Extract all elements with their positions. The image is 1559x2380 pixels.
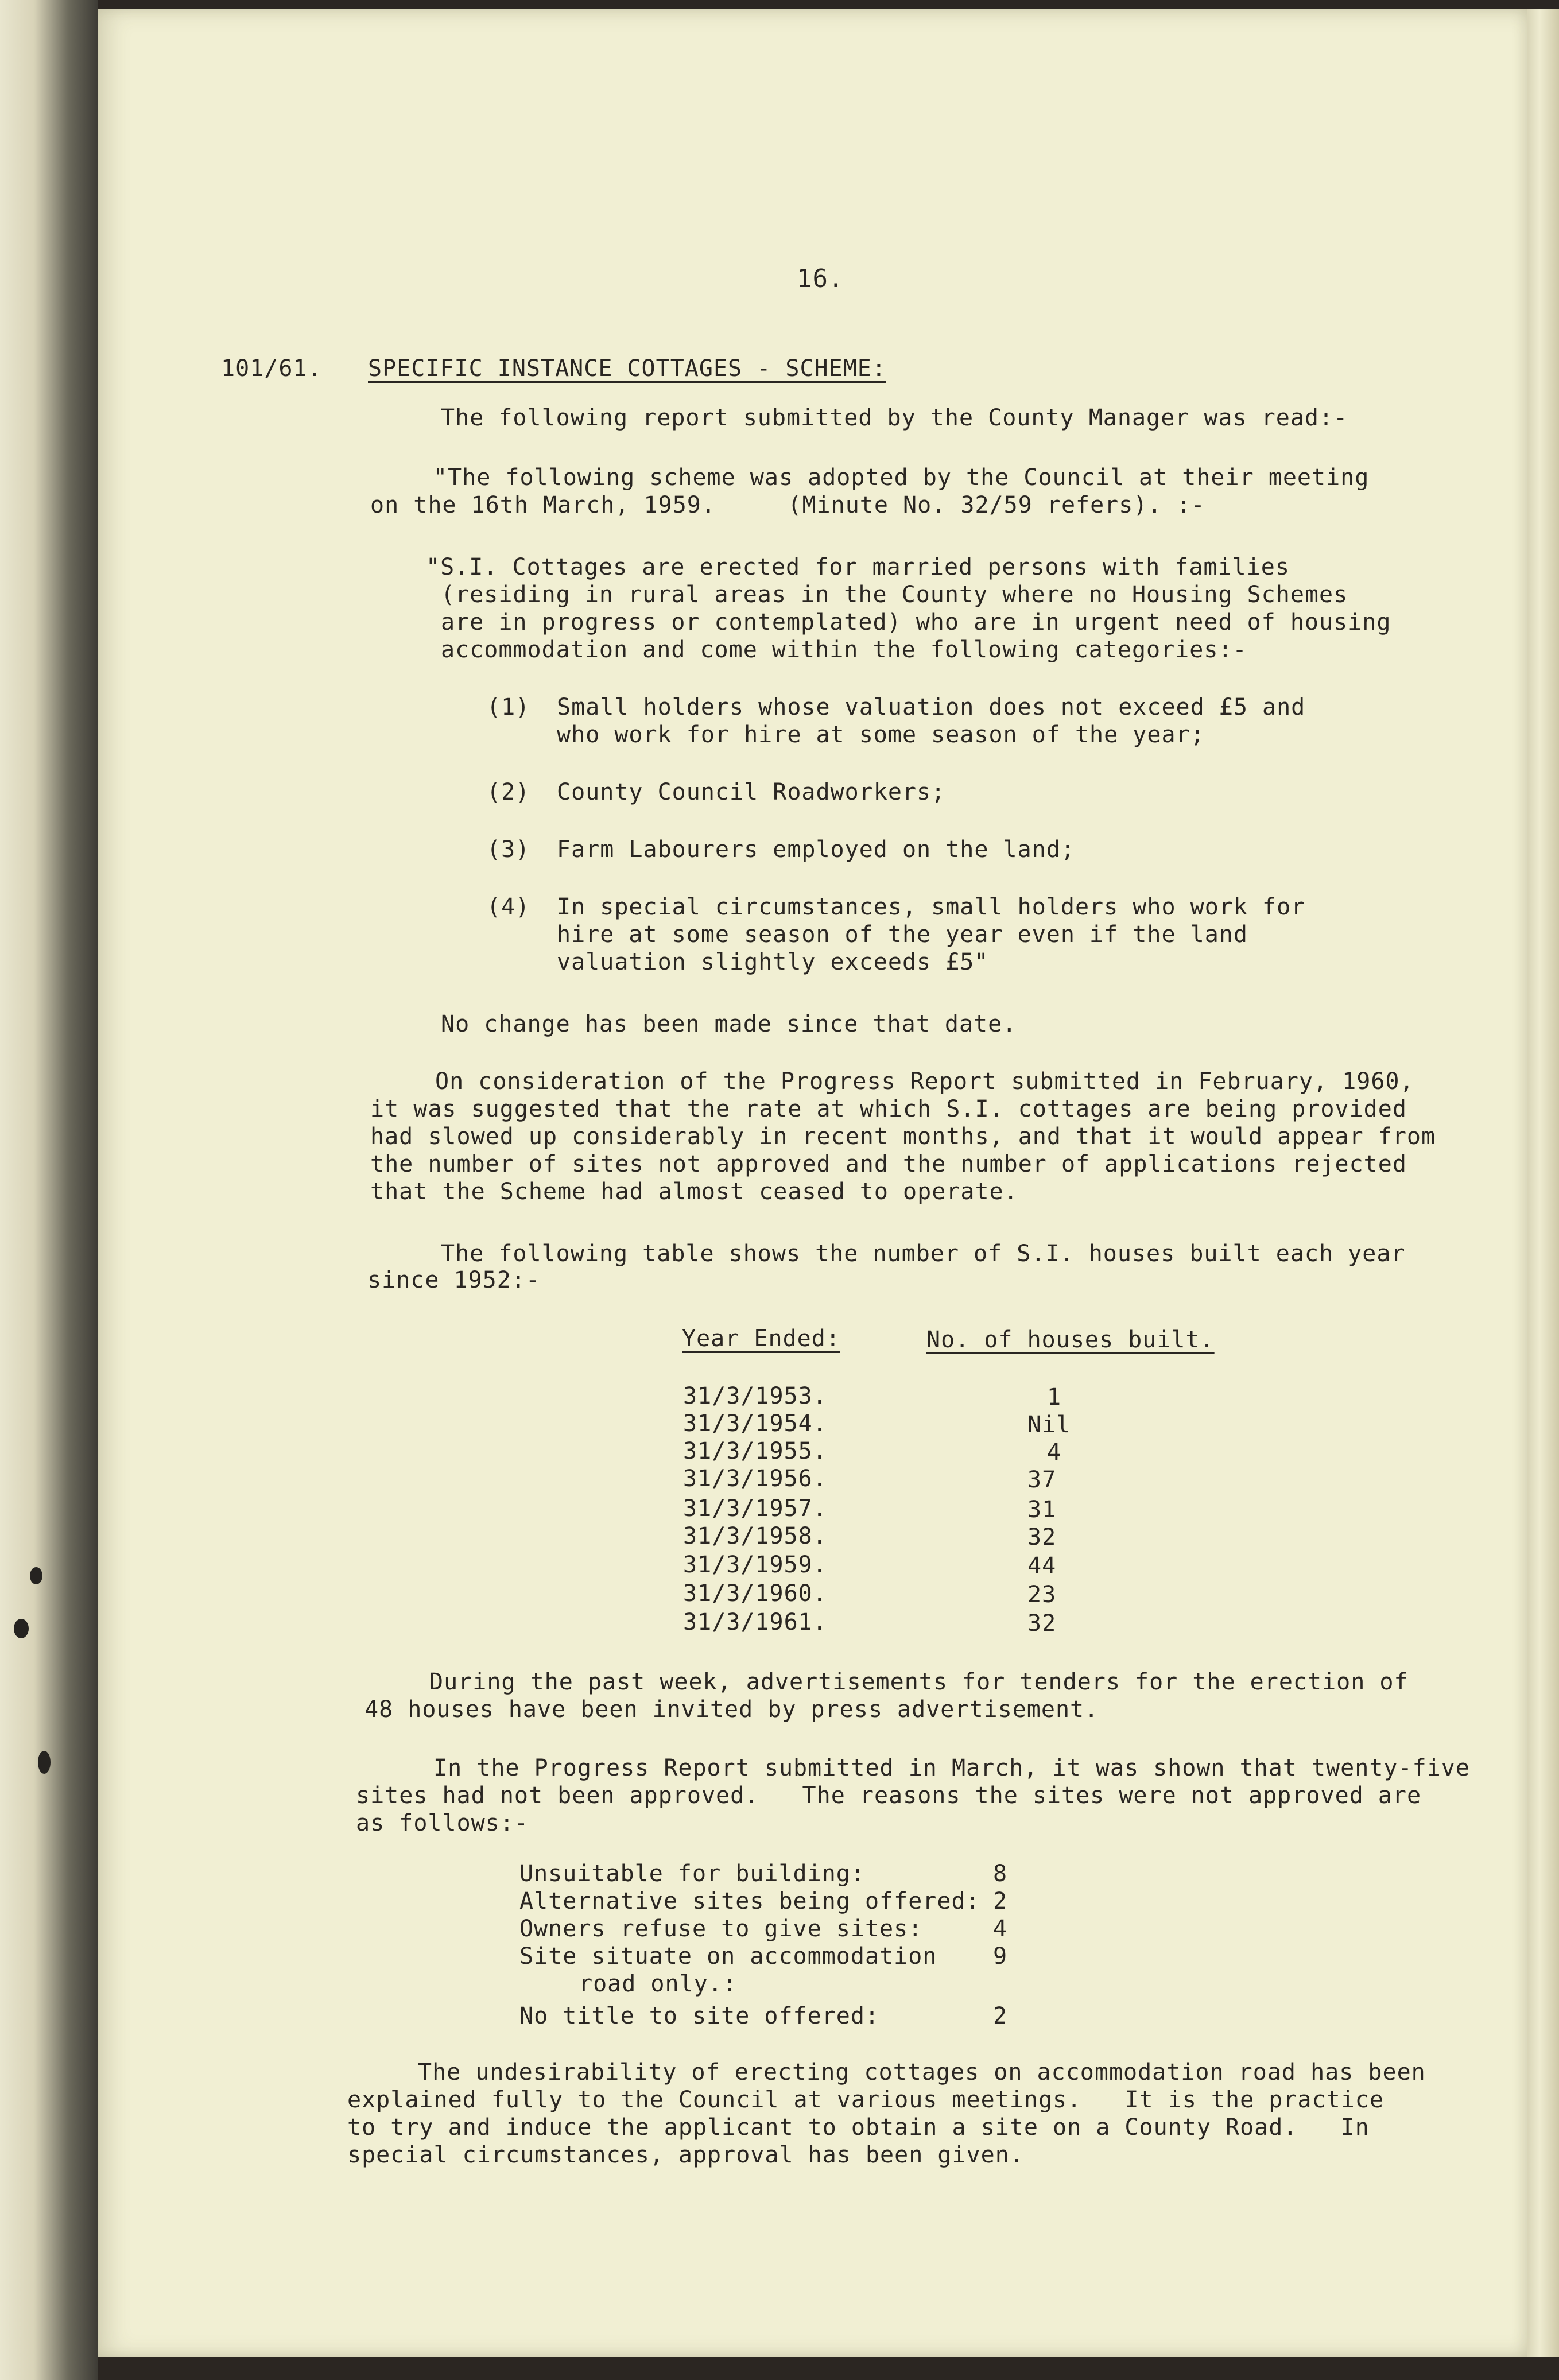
table-count: 23	[1027, 1582, 1057, 1608]
binding-mark	[38, 1751, 51, 1774]
table-year: 31/3/1954.	[683, 1410, 827, 1437]
section-number: 101/61.	[221, 355, 322, 382]
category-text: who work for hire at some season of the year;	[557, 722, 1205, 748]
table-year: 31/3/1959.	[683, 1552, 827, 1578]
paragraph-line: that the Scheme had almost ceased to operate.	[370, 1179, 1018, 1205]
table-count: Nil	[1027, 1412, 1071, 1438]
category-number: (4)	[487, 894, 530, 920]
paragraph-line: The undesirability of erecting cottages on accommodation road has been	[418, 2059, 1426, 2086]
paragraph-line: During the past week, advertisements for tenders for the erection of	[429, 1669, 1409, 1695]
page-edge	[1527, 9, 1559, 2357]
category-text: hire at some season of the year even if the land	[557, 921, 1248, 948]
binding-mark	[30, 1567, 42, 1584]
reason-text: road only.:	[579, 1971, 737, 1997]
reason-text: Owners refuse to give sites:	[519, 1916, 923, 1942]
category-number: (3)	[487, 836, 530, 863]
reason-count: 2	[993, 2003, 1008, 2029]
reason-count: 9	[993, 1943, 1008, 1970]
reason-text: Unsuitable for building:	[519, 1860, 865, 1887]
reason-count: 4	[993, 1916, 1008, 1942]
table-header-year: Year Ended:	[682, 1325, 840, 1352]
paragraph-line: had slowed up considerably in recent months, and that it would appear from	[370, 1123, 1436, 1150]
table-count: 31	[1027, 1497, 1057, 1523]
paragraph-line: are in progress or contemplated) who are in urgent need of housing	[441, 609, 1391, 635]
binding-mark	[14, 1619, 29, 1638]
table-year: 31/3/1958.	[683, 1523, 827, 1549]
category-text: Small holders whose valuation does not exceed £5 and	[557, 694, 1306, 720]
paragraph-line: "The following scheme was adopted by the Council at their meeting	[433, 464, 1370, 491]
table-header-count: No. of houses built.	[926, 1327, 1215, 1353]
table-year: 31/3/1961.	[683, 1609, 827, 1635]
table-count: 32	[1027, 1610, 1057, 1637]
paragraph-line: the number of sites not approved and the number of applications rejected	[370, 1151, 1407, 1177]
paragraph-line: explained fully to the Council at various meetings. It is the practice	[347, 2087, 1384, 2113]
table-count: 4	[1047, 1439, 1062, 1466]
section-heading: SPECIFIC INSTANCE COTTAGES - SCHEME:	[368, 355, 886, 382]
table-count: 1	[1047, 1384, 1062, 1410]
book-binding	[0, 0, 98, 2380]
paragraph-line: "S.I. Cottages are erected for married persons with families	[426, 554, 1290, 580]
table-year: 31/3/1956.	[683, 1466, 827, 1492]
table-year: 31/3/1957.	[683, 1495, 827, 1522]
table-year: 31/3/1960.	[683, 1580, 827, 1607]
no-change-text: No change has been made since that date.	[441, 1011, 1017, 1037]
paragraph-line: it was suggested that the rate at which S.I. cottages are being provided	[370, 1096, 1407, 1122]
category-text: Farm Labourers employed on the land;	[557, 836, 1075, 863]
table-count: 44	[1027, 1553, 1057, 1579]
reason-text: No title to site offered:	[519, 2003, 880, 2029]
category-number: (1)	[487, 694, 530, 720]
paragraph-line: 48 houses have been invited by press advertisement.	[364, 1696, 1099, 1723]
paragraph-line: special circumstances, approval has been given.	[347, 2142, 1024, 2168]
category-text: In special circumstances, small holders who work for	[557, 894, 1306, 920]
paragraph-line: on the 16th March, 1959. (Minute No. 32/59 refers). :-	[370, 492, 1205, 518]
reason-text: Site situate on accommodation	[519, 1943, 937, 1970]
paragraph-line: as follows:-	[356, 1810, 529, 1836]
category-text: valuation slightly exceeds £5"	[557, 949, 989, 975]
paragraph-line: to try and induce the applicant to obtain a site on a County Road. In	[347, 2114, 1370, 2141]
paragraph-line: (residing in rural areas in the County where no Housing Schemes	[441, 582, 1348, 608]
intro-text: The following report submitted by the County Manager was read:-	[441, 405, 1348, 431]
page-number: 16.	[797, 264, 844, 293]
table-year: 31/3/1953.	[683, 1383, 827, 1409]
paragraph-line: On consideration of the Progress Report submitted in February, 1960,	[435, 1068, 1414, 1095]
reason-count: 2	[993, 1888, 1008, 1914]
table-year: 31/3/1955.	[683, 1438, 827, 1464]
paragraph-line: The following table shows the number of S.I. houses built each year	[441, 1241, 1406, 1267]
table-count: 32	[1027, 1524, 1057, 1551]
reason-text: Alternative sites being offered:	[519, 1888, 980, 1914]
paragraph-line: In the Progress Report submitted in March, it was shown that twenty-five	[433, 1755, 1470, 1781]
reason-count: 8	[993, 1860, 1008, 1887]
paragraph-line: since 1952:-	[367, 1267, 540, 1293]
category-text: County Council Roadworkers;	[557, 779, 946, 805]
paragraph-line: accommodation and come within the following categories:-	[441, 637, 1247, 663]
paragraph-line: sites had not been approved. The reasons the sites were not approved are	[356, 1782, 1422, 1809]
table-count: 37	[1027, 1467, 1057, 1493]
category-number: (2)	[487, 779, 530, 805]
